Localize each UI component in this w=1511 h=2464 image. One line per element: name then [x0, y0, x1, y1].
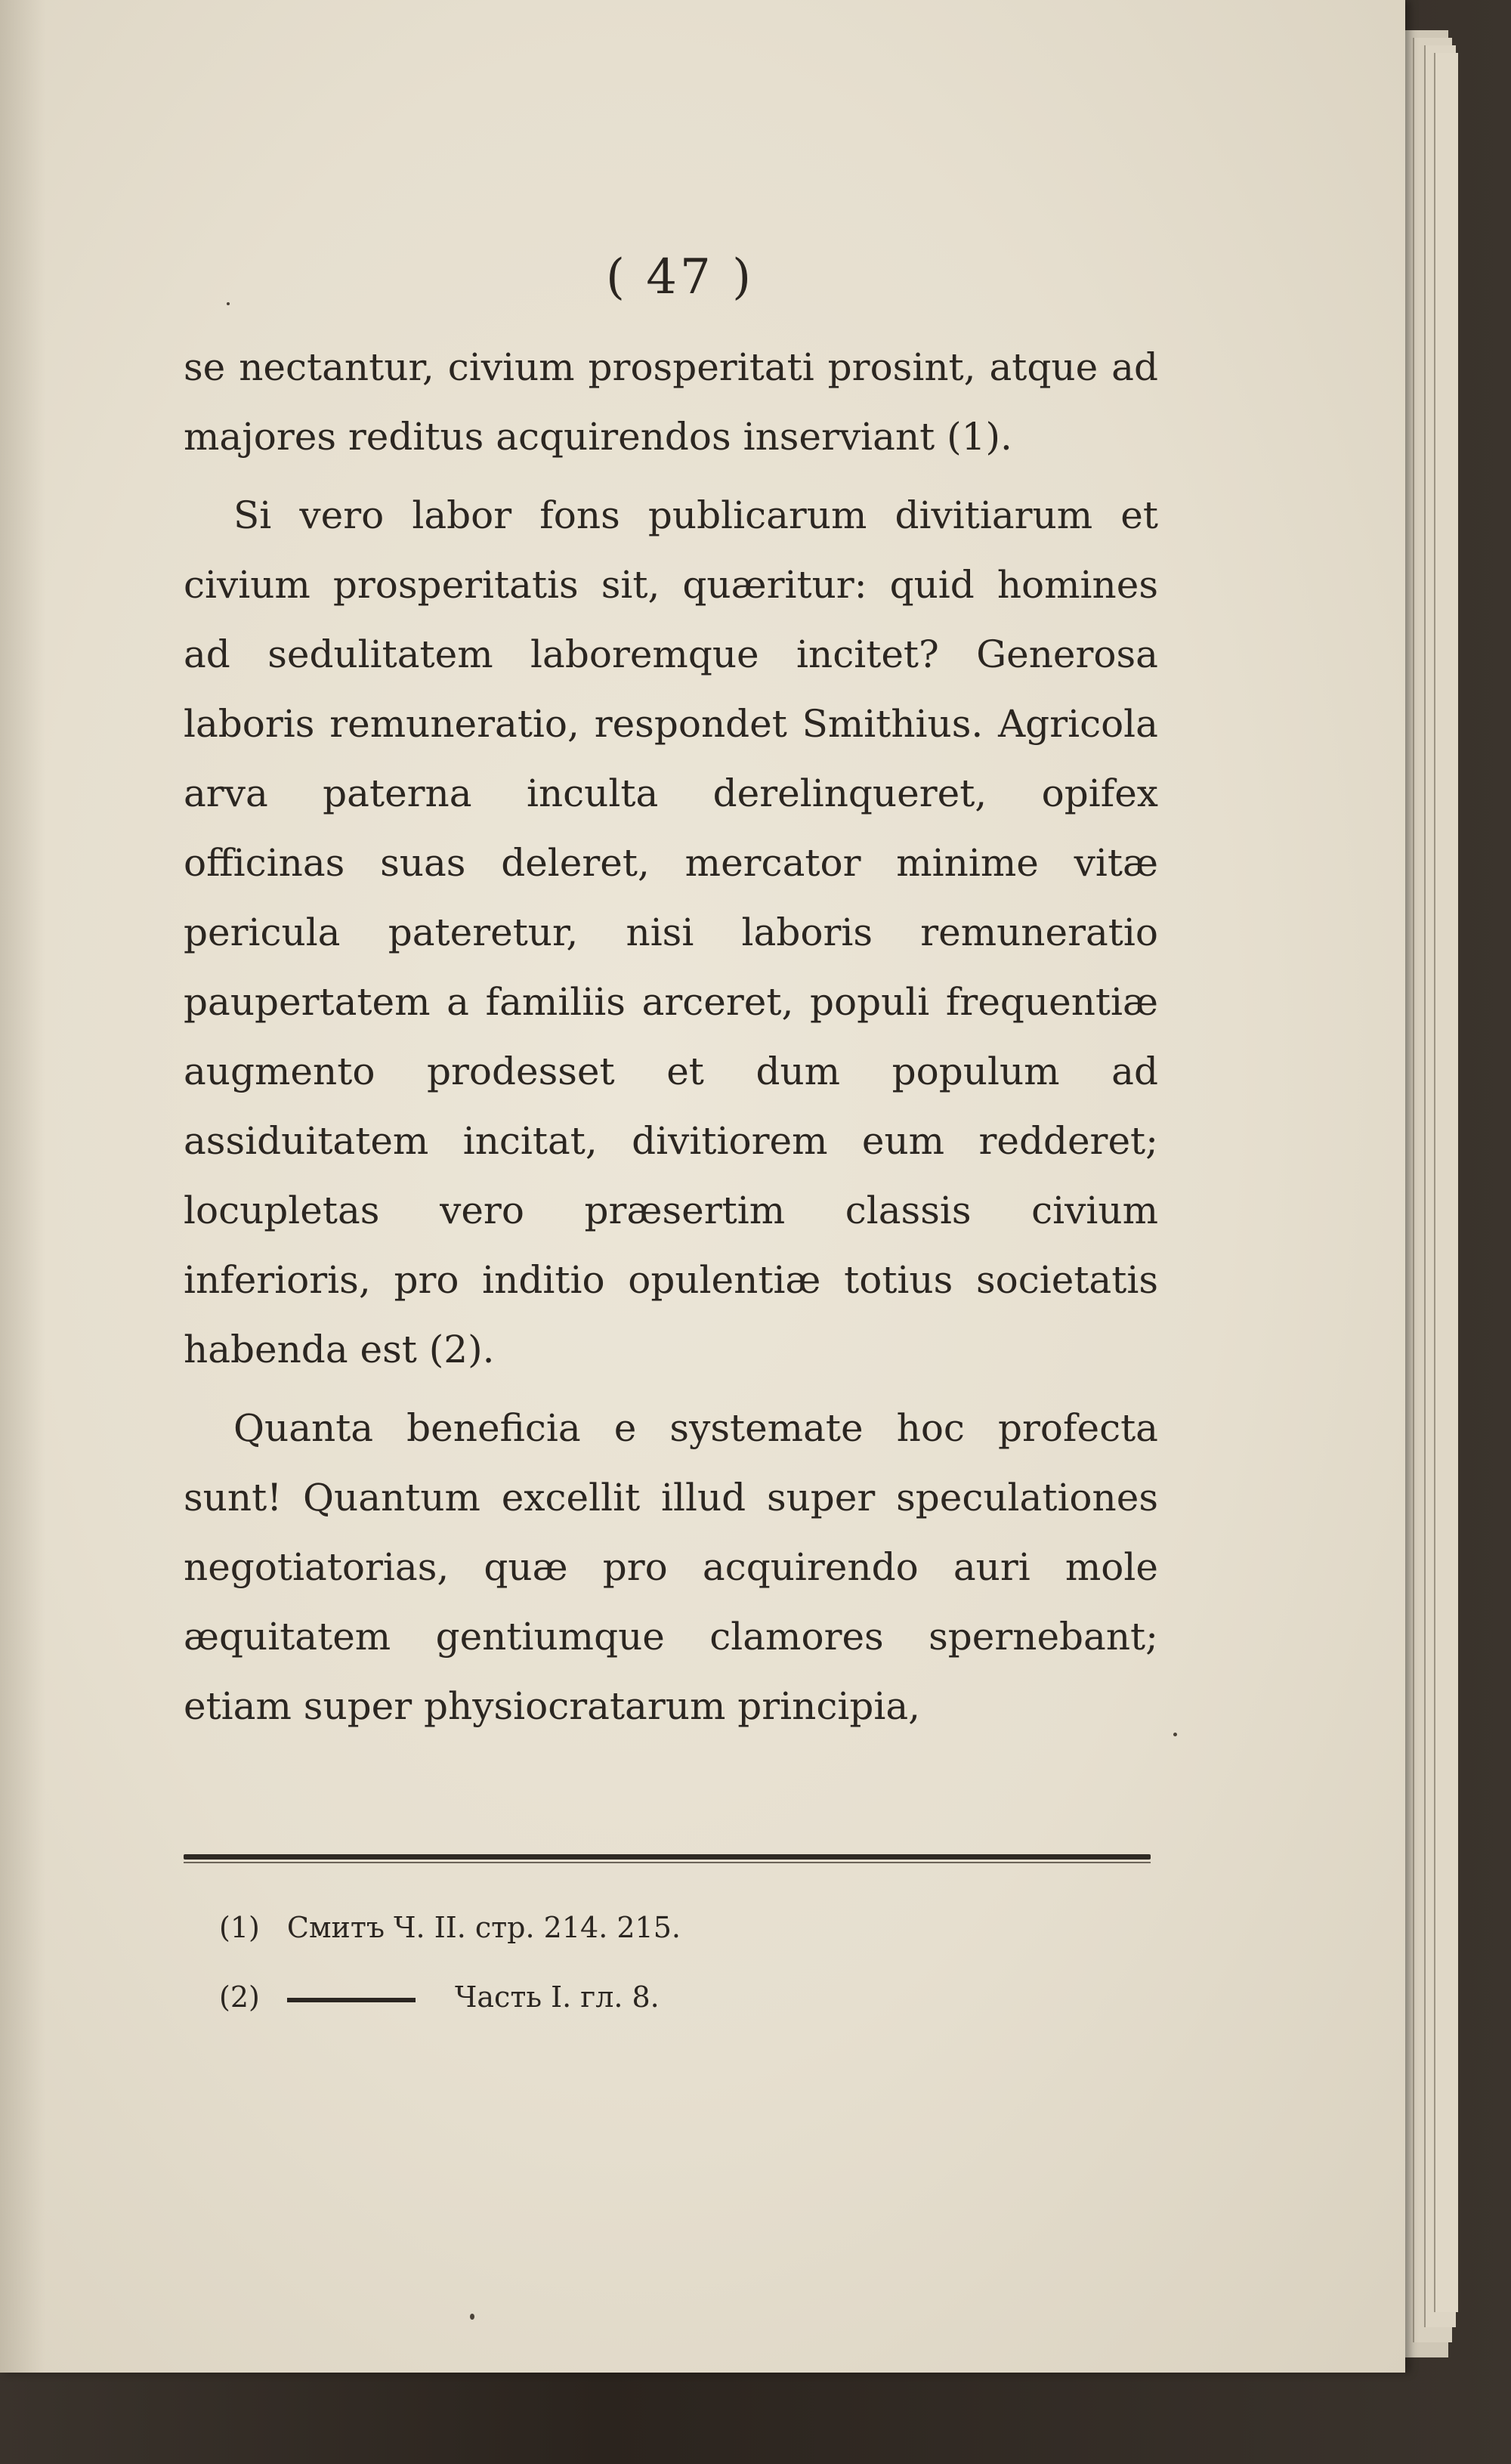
- footnote-text: Смитъ Ч. II. стр. 214. 215.: [286, 1911, 681, 1944]
- body-text: [184, 332, 1158, 1750]
- page-number: ( 47 ): [605, 249, 755, 305]
- footnotes: [219, 1893, 899, 2032]
- paragraph: Si vero labor fons publicarum divitiarum et civium prosperitatis sit, quæritur: quid homines ad sedulitatem laboremque incitet? Generosa laboris remuneratio, respondet Smithius. Agricola arva paterna inculta derelinqueret, opifex officinas suas deleret, mercator minime vitæ pericula pateretur, nisi laboris remuneratio paupertatem a familiis arceret, populi frequentiæ augmento prodesset et dum populum ad assiduitatem incitat, divitiorem eum redderet; locupletas vero præsertim classis civium inferioris, pro inditio opulentiæ totius societatis habenda est (2).: [184, 493, 1158, 1371]
- paragraph: Quanta beneficia e systemate hoc profecta sunt! Quantum excellit illud super speculationes negotiatorias, quæ pro acquirendo auri mole æquitatem gentiumque clamores spernebant; etiam super physiocratarum principia,: [184, 1406, 1158, 1728]
- footnote-text: Часть I. гл. 8.: [455, 1980, 660, 2014]
- paper-speck: [1173, 1733, 1177, 1736]
- paper-speck: [227, 302, 230, 305]
- paper-speck: [470, 2314, 474, 2320]
- page-edge: [1434, 53, 1458, 2312]
- footnote-mark: (2): [219, 1980, 260, 2014]
- footnote-rule: [184, 1854, 1151, 1860]
- footnote-mark: (1): [219, 1911, 260, 1944]
- footnote: [219, 1893, 899, 1962]
- footnote: [219, 1962, 899, 2032]
- footnote-rule-thin: [184, 1862, 1151, 1863]
- ditto-dash: [287, 1998, 416, 2002]
- paragraph: se nectantur, civium prosperitati prosint, atque ad majores reditus acquirendos inserviant (1).: [184, 345, 1158, 459]
